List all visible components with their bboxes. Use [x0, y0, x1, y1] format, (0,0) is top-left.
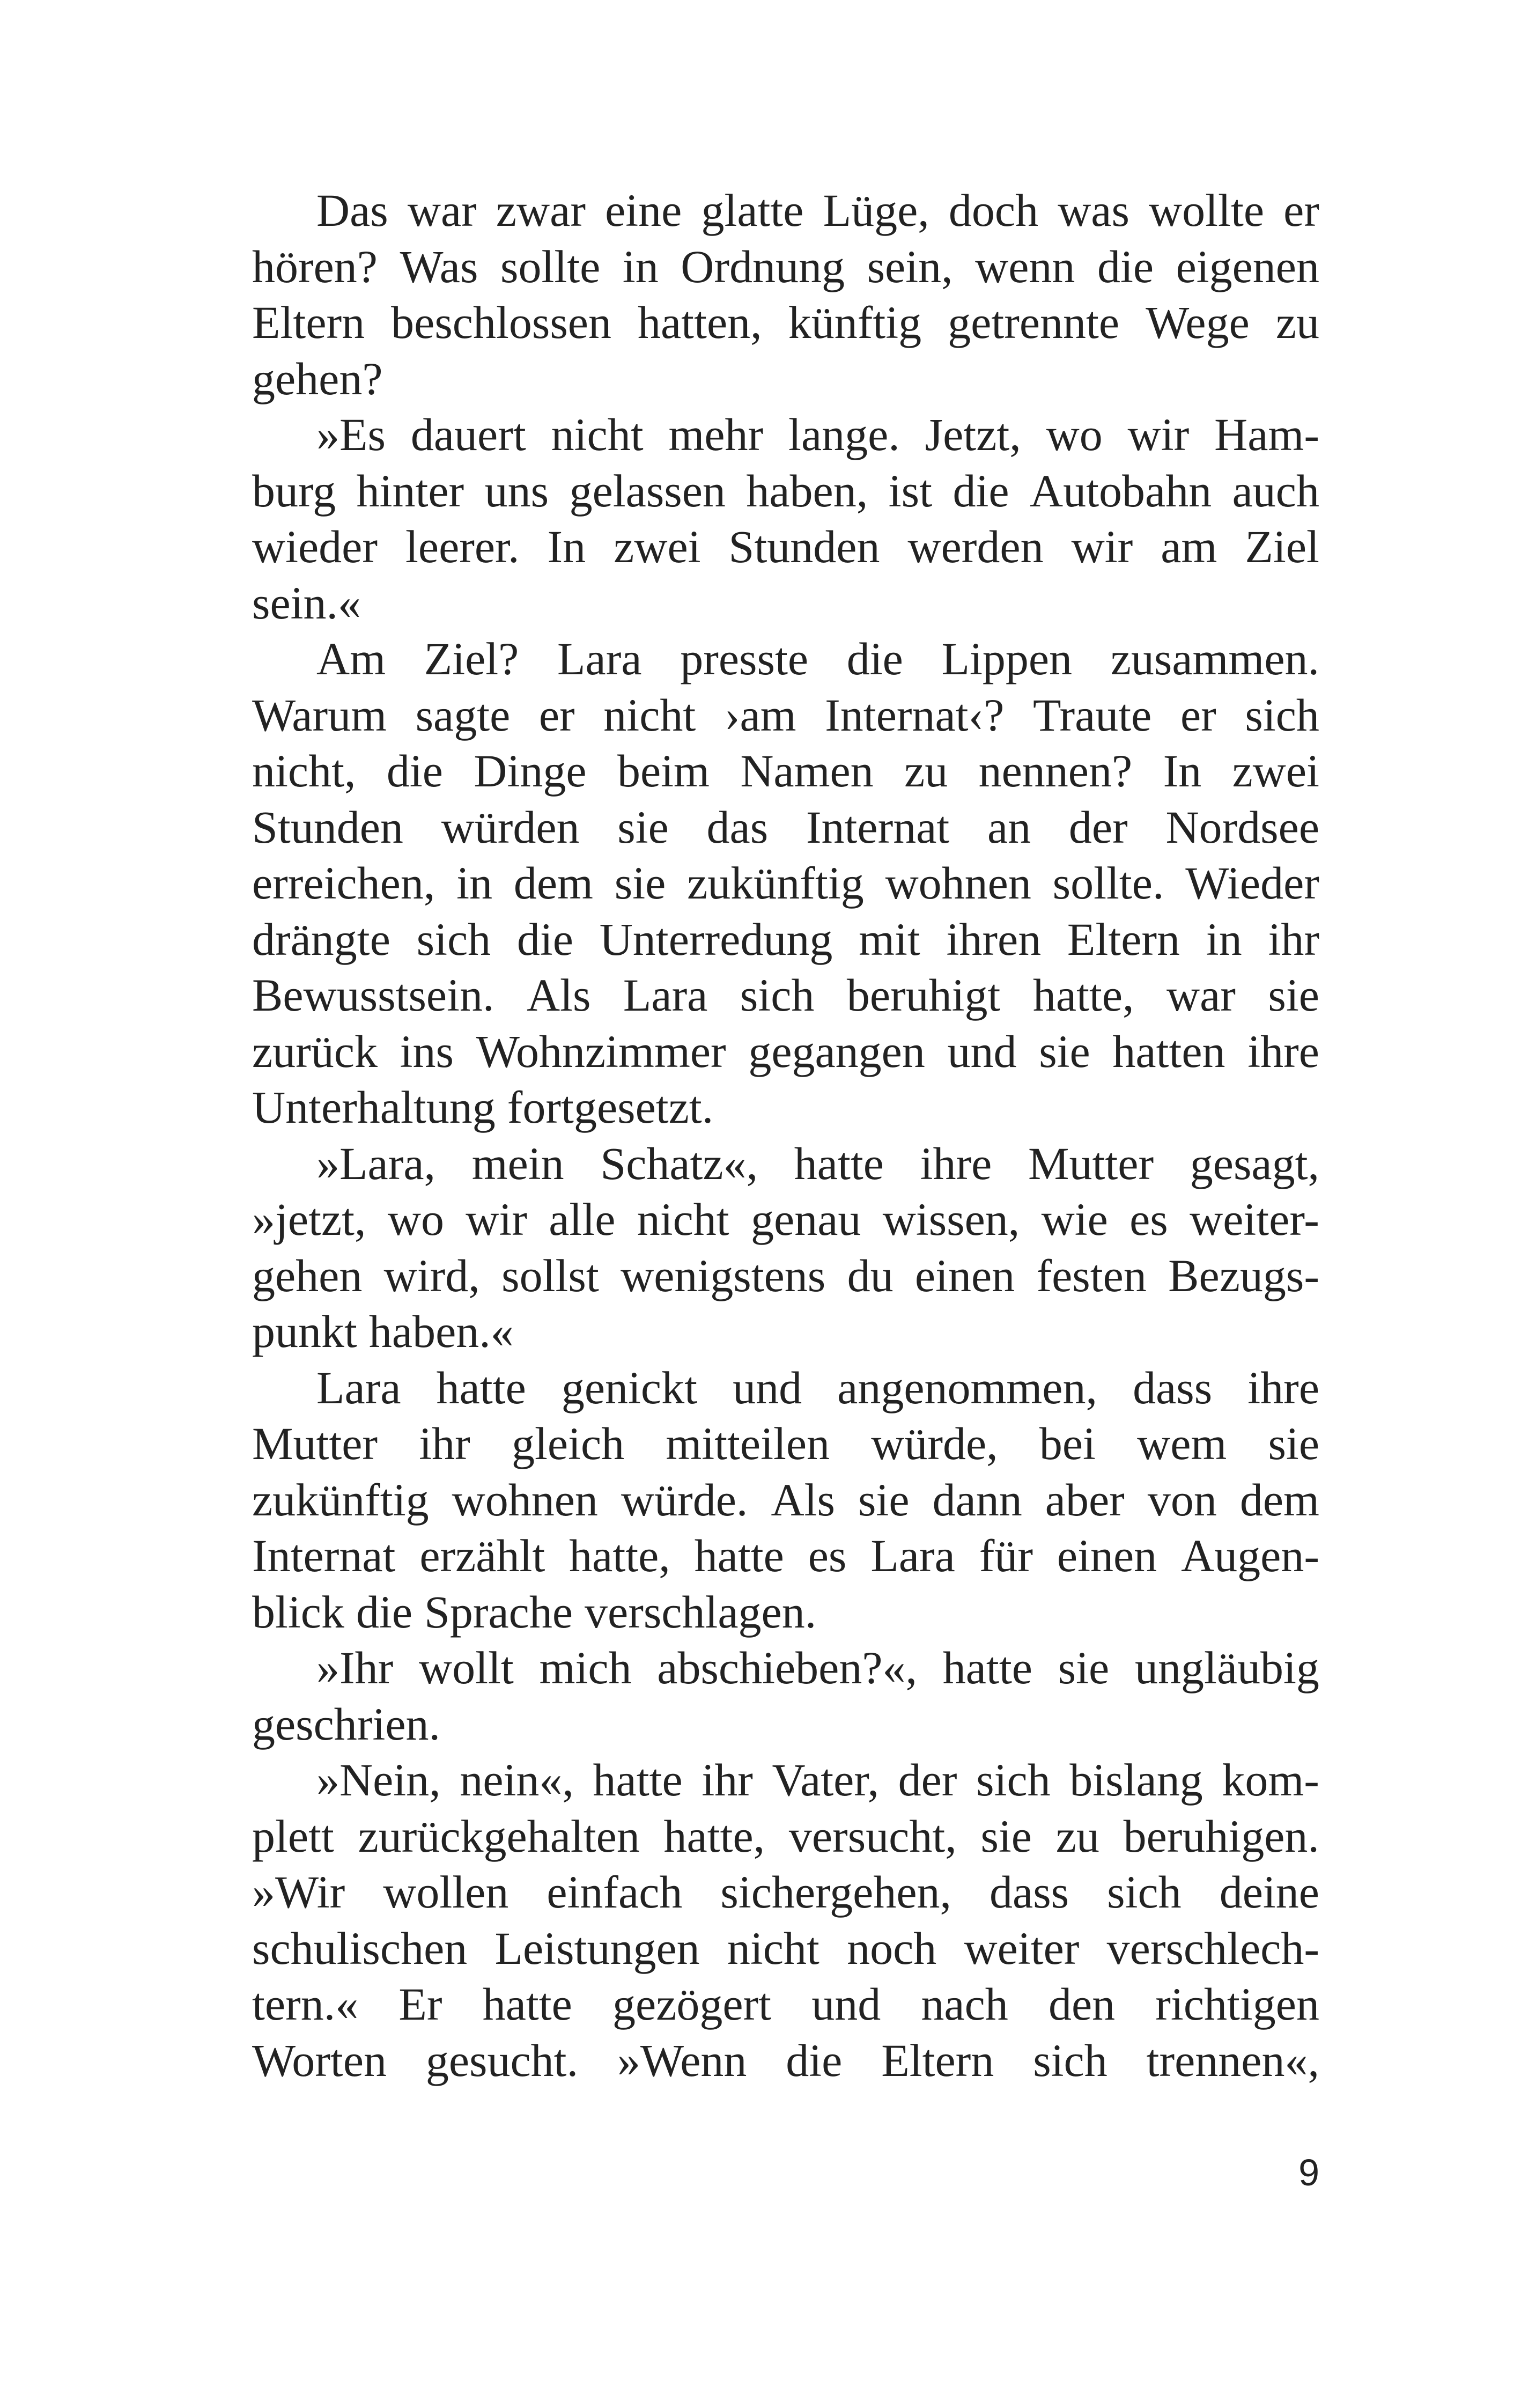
word: deine	[1219, 1866, 1319, 1918]
word: dauert	[410, 409, 526, 460]
word: gleich	[512, 1418, 625, 1469]
word: richtigen	[1155, 1978, 1319, 2030]
word: Als	[526, 969, 591, 1021]
word: Wohnzimmer	[476, 1025, 726, 1077]
word: ihr	[419, 1418, 470, 1469]
word: plett	[252, 1810, 334, 1862]
word: zu	[904, 745, 948, 797]
word: wo	[1046, 409, 1103, 460]
word: schulischen	[252, 1922, 468, 1974]
word: in	[1206, 913, 1242, 965]
word: genickt	[561, 1361, 697, 1413]
text-line	[252, 1248, 1319, 1304]
word: Lara	[870, 1530, 955, 1581]
word: dem	[513, 857, 593, 909]
word: sich	[416, 913, 491, 965]
word: Am	[316, 633, 386, 684]
word: sollte.	[1052, 857, 1164, 909]
word: eine	[605, 185, 682, 236]
word: Bewusstsein.	[252, 969, 494, 1021]
word: sich	[1245, 689, 1319, 741]
word: blick	[252, 1586, 344, 1638]
text-line	[252, 1808, 1319, 1865]
word: der	[1068, 801, 1128, 853]
word: wohnen	[452, 1474, 598, 1526]
word: weiter-	[1190, 1194, 1319, 1245]
word: zwei	[1232, 745, 1319, 797]
word: »Nein,	[316, 1754, 441, 1806]
text-line	[252, 743, 1319, 799]
word: »Wenn	[617, 2034, 747, 2086]
word: sie	[1268, 969, 1319, 1021]
word: Lüge,	[823, 185, 929, 236]
word: sie	[1268, 1418, 1319, 1469]
word: war	[1166, 969, 1236, 1021]
word: Was	[400, 240, 478, 292]
word: »Wir	[252, 1866, 345, 1918]
word: in	[622, 240, 659, 292]
word: wir	[1071, 521, 1133, 572]
word: Internat‹?	[825, 689, 1005, 741]
text-line	[252, 2033, 1319, 2089]
word: zukünftig	[252, 1474, 429, 1526]
word: ihr	[702, 1754, 753, 1806]
word: nicht,	[252, 745, 356, 797]
paragraph	[252, 182, 1319, 407]
word: wollte	[1149, 185, 1265, 236]
word: gezögert	[612, 1978, 772, 2030]
text-line	[252, 1136, 1319, 1192]
text-line	[252, 1191, 1319, 1248]
word: verschlech-	[1106, 1922, 1319, 1974]
word: Eltern	[881, 2034, 994, 2086]
word: mein	[471, 1137, 564, 1189]
word: für	[979, 1530, 1033, 1581]
word: ihr	[1268, 913, 1319, 965]
word: wie	[1041, 1194, 1108, 1245]
word: den	[1048, 1978, 1116, 2030]
word: Internat	[252, 1530, 396, 1581]
word: die	[516, 913, 573, 965]
word: künftig	[788, 297, 922, 348]
word: bislang	[1069, 1754, 1203, 1806]
paragraph	[252, 1360, 1319, 1640]
text-line	[252, 1416, 1319, 1472]
word: Stunden	[728, 521, 880, 572]
text-line	[252, 855, 1319, 911]
page-number: 9	[1298, 2152, 1319, 2193]
word: Mutter	[252, 1418, 378, 1469]
word: ist	[888, 465, 932, 517]
word: Warum	[252, 689, 387, 741]
word: hören?	[252, 240, 378, 292]
word: hatte	[436, 1361, 526, 1413]
word: dann	[932, 1474, 1022, 1526]
word: Mutter	[1028, 1137, 1154, 1189]
text-line	[252, 575, 1319, 631]
word: Stunden	[252, 801, 403, 853]
word: ungläubig	[1134, 1642, 1319, 1693]
word: presste	[680, 633, 809, 684]
word: In	[1163, 745, 1202, 797]
word: was	[1058, 185, 1129, 236]
word: zu	[1055, 1810, 1099, 1862]
word: einen	[914, 1249, 1015, 1301]
word: du	[847, 1249, 894, 1301]
word: beschlossen	[391, 297, 611, 348]
word: Sprache	[424, 1586, 573, 1638]
word: dem	[1239, 1474, 1319, 1526]
word: abschieben?«,	[657, 1642, 918, 1693]
word: gehen?	[252, 352, 383, 404]
word: ihre	[920, 1137, 992, 1189]
word: war	[407, 185, 477, 236]
word: und	[947, 1025, 1017, 1077]
word: mehr	[668, 409, 764, 460]
word: sie	[980, 1810, 1032, 1862]
word: Lara	[316, 1361, 401, 1413]
text-line	[252, 1976, 1319, 2033]
word: sagte	[415, 689, 511, 741]
word: nicht	[637, 1194, 729, 1245]
word: aber	[1045, 1474, 1125, 1526]
word: sie	[858, 1474, 910, 1526]
word: doch	[948, 185, 1039, 236]
word: zu	[1275, 297, 1319, 348]
word: kom-	[1222, 1754, 1319, 1806]
word: Dinge	[474, 745, 587, 797]
word: genau	[751, 1194, 861, 1245]
word: nicht	[551, 409, 644, 460]
word: sich	[1033, 2034, 1107, 2086]
word: Ham-	[1214, 409, 1319, 460]
word: sie	[1058, 1642, 1110, 1693]
word: hatte	[794, 1137, 884, 1189]
text-line	[252, 351, 1319, 407]
text-line	[252, 687, 1319, 743]
word: wissen,	[882, 1194, 1020, 1245]
word: wir	[466, 1194, 527, 1245]
word: zwei	[614, 521, 701, 572]
word: angenommen,	[837, 1361, 1097, 1413]
word: Wege	[1146, 297, 1250, 348]
word: zukünftig	[687, 857, 864, 909]
word: Er	[398, 1978, 442, 2030]
word: ihren	[946, 913, 1042, 965]
word: und	[811, 1978, 881, 2030]
word: sie	[617, 801, 669, 853]
word: wenigstens	[621, 1249, 826, 1301]
word: sich	[976, 1754, 1051, 1806]
word: Eltern	[1067, 913, 1180, 965]
word: die	[786, 2034, 843, 2086]
word: Vater,	[772, 1754, 880, 1806]
word: am	[1161, 521, 1217, 572]
text-line	[252, 1584, 1319, 1640]
word: alle	[549, 1194, 616, 1245]
word: mich	[539, 1642, 632, 1693]
text-line	[252, 239, 1319, 295]
word: Unterhaltung	[252, 1081, 496, 1133]
word: nicht	[727, 1922, 819, 1974]
word: Ordnung	[681, 240, 845, 292]
word: hatte,	[569, 1530, 670, 1581]
word: geschrien.	[252, 1698, 441, 1750]
word: festen	[1036, 1249, 1147, 1301]
word: beruhigen.	[1123, 1810, 1319, 1862]
text-line	[252, 799, 1319, 856]
word: haben,	[746, 465, 868, 517]
word: nicht	[603, 689, 696, 741]
text-line	[252, 1528, 1319, 1584]
word: Ziel	[1245, 521, 1319, 572]
text-line	[252, 631, 1319, 687]
text-line	[252, 1920, 1319, 1977]
text-line	[252, 1023, 1319, 1080]
word: wollen	[383, 1866, 509, 1918]
word: hatte,	[663, 1810, 765, 1862]
word: wo	[387, 1194, 444, 1245]
word: erzählt	[419, 1530, 545, 1581]
word: In	[547, 521, 586, 572]
text-line	[252, 911, 1319, 968]
word: es	[1129, 1194, 1168, 1245]
word: gegangen	[748, 1025, 925, 1077]
word: hinter	[356, 465, 464, 517]
word: hatten,	[638, 297, 762, 348]
word: lange.	[788, 409, 900, 460]
word: sich	[740, 969, 815, 1021]
word: der	[898, 1754, 957, 1806]
word: zwar	[496, 185, 586, 236]
word: er	[538, 689, 575, 741]
word: sein.«	[252, 577, 361, 629]
word: leerer.	[405, 521, 520, 572]
word: wieder	[252, 521, 378, 572]
word: fortgesetzt.	[507, 1081, 714, 1133]
text-line	[252, 1360, 1319, 1416]
word: hatte,	[1032, 969, 1134, 1021]
text-line	[252, 463, 1319, 519]
word: in	[456, 857, 493, 909]
word: ›am	[724, 689, 796, 741]
word: verschlagen.	[585, 1586, 817, 1638]
word: sie	[614, 857, 666, 909]
word: beim	[617, 745, 710, 797]
paragraph	[252, 407, 1319, 631]
word: sollte	[500, 240, 601, 292]
word: Schatz«,	[600, 1137, 758, 1189]
word: Bezugs-	[1168, 1249, 1319, 1301]
text-line	[252, 182, 1319, 239]
word: es	[808, 1530, 847, 1581]
text-line	[252, 1696, 1319, 1752]
word: zurückgehalten	[358, 1810, 640, 1862]
word: erreichen,	[252, 857, 435, 909]
text-line	[252, 1864, 1319, 1920]
word: hatte	[942, 1642, 1032, 1693]
word: »Ihr	[316, 1642, 394, 1693]
word: Das	[316, 185, 388, 236]
word: bei	[1039, 1418, 1096, 1469]
word: würde.	[621, 1474, 748, 1526]
word: Lara	[623, 969, 708, 1021]
word: wir	[1127, 409, 1190, 460]
word: haben.«	[368, 1306, 514, 1357]
word: nennen?	[978, 745, 1133, 797]
word: einfach	[547, 1866, 683, 1918]
word: zurück	[252, 1025, 378, 1077]
word: sollst	[501, 1249, 599, 1301]
word: Lippen	[941, 633, 1073, 684]
text-line	[252, 407, 1319, 463]
word: die	[953, 465, 1009, 517]
word: sie	[1039, 1025, 1090, 1077]
word: hatten	[1112, 1025, 1225, 1077]
word: »Es	[316, 409, 386, 460]
word: würde,	[871, 1418, 998, 1469]
text-line	[252, 519, 1319, 575]
word: sein,	[867, 240, 953, 292]
word: eigenen	[1176, 240, 1319, 292]
text-line	[252, 1304, 1319, 1360]
word: wollt	[419, 1642, 514, 1693]
word: wohnen	[885, 857, 1031, 909]
word: wird,	[383, 1249, 480, 1301]
word: ihre	[1247, 1025, 1319, 1077]
word: drängte	[252, 913, 390, 965]
word: Leistungen	[494, 1922, 700, 1974]
word: Namen	[740, 745, 874, 797]
word: die	[1097, 240, 1154, 292]
word: hatte	[482, 1978, 572, 2030]
word: gehen	[252, 1249, 363, 1301]
word: dass	[990, 1866, 1069, 1918]
word: hatte	[694, 1530, 784, 1581]
text-line	[252, 1752, 1319, 1808]
paragraph	[252, 1640, 1319, 1752]
word: Eltern	[252, 297, 365, 348]
word: beruhigt	[846, 969, 1001, 1021]
word: die	[846, 633, 903, 684]
word: Lara	[557, 633, 642, 684]
word: sich	[1107, 1866, 1182, 1918]
word: Internat	[806, 801, 950, 853]
word: uns	[484, 465, 549, 517]
word: zusammen.	[1110, 633, 1319, 684]
paragraph	[252, 1752, 1319, 2088]
word: burg	[252, 465, 336, 517]
word: noch	[847, 1922, 937, 1974]
word: getrennte	[948, 297, 1120, 348]
word: Augen-	[1181, 1530, 1319, 1581]
word: er	[1180, 689, 1216, 741]
word: wem	[1137, 1418, 1227, 1469]
word: gesagt,	[1190, 1137, 1319, 1189]
word: nach	[921, 1978, 1008, 2030]
word: wenn	[975, 240, 1075, 292]
word: trennen«,	[1146, 2034, 1319, 2086]
word: ins	[400, 1025, 454, 1077]
word: dass	[1133, 1361, 1213, 1413]
word: gelassen	[569, 465, 726, 517]
word: Jetzt,	[925, 409, 1021, 460]
paragraph	[252, 1136, 1319, 1360]
word: Nordsee	[1165, 801, 1319, 853]
text-line	[252, 1640, 1319, 1696]
word: von	[1147, 1474, 1217, 1526]
word: Wieder	[1185, 857, 1319, 909]
word: werden	[907, 521, 1044, 572]
word: würden	[441, 801, 580, 853]
word: versucht,	[788, 1810, 957, 1862]
word: auch	[1232, 465, 1319, 517]
text-line	[252, 294, 1319, 351]
word: »jetzt,	[252, 1194, 366, 1245]
word: an	[987, 801, 1031, 853]
word: sichergehen,	[720, 1866, 952, 1918]
word: Traute	[1032, 689, 1152, 741]
word: mit	[859, 913, 920, 965]
word: mitteilen	[666, 1418, 830, 1469]
word: nein«,	[460, 1754, 574, 1806]
word: tern.«	[252, 1978, 359, 2030]
word: gesucht.	[425, 2034, 579, 2086]
word: die	[386, 745, 443, 797]
word: und	[733, 1361, 802, 1413]
body-text	[252, 182, 1319, 2088]
word: die	[356, 1586, 413, 1638]
word: weiter	[964, 1922, 1080, 1974]
word: einen	[1057, 1530, 1157, 1581]
word: Worten	[252, 2034, 387, 2086]
word: Ziel?	[424, 633, 519, 684]
text-line	[252, 1472, 1319, 1528]
word: »Lara,	[316, 1137, 436, 1189]
word: glatte	[701, 185, 804, 236]
text-line	[252, 1079, 1319, 1136]
paragraph	[252, 631, 1319, 1136]
word: Unterredung	[599, 913, 833, 965]
word: punkt	[252, 1306, 357, 1357]
text-line	[252, 967, 1319, 1023]
word: Als	[771, 1474, 835, 1526]
word: Autobahn	[1029, 465, 1212, 517]
word: ihre	[1247, 1361, 1319, 1413]
word: er	[1283, 185, 1319, 236]
word: hatte	[593, 1754, 683, 1806]
word: das	[706, 801, 769, 853]
